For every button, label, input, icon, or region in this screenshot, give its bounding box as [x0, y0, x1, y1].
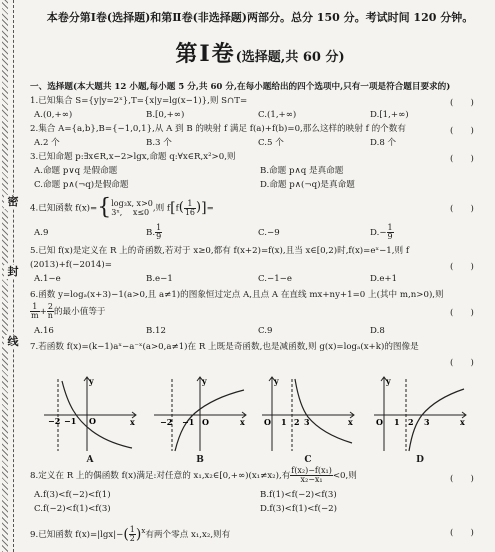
question-7-stem: 7.若函数 f(x)=(k−1)aˣ−a⁻ˣ(a>0,a≠1)在 R 上既是奇函数,也是减函数,则 g(x)=logₐ(x+k)的图像是 [30, 342, 419, 352]
q4-case-1: log₃x, x>0 [111, 199, 153, 208]
q2-option-a: A.2 个 [34, 138, 60, 148]
answer-blank: ( ) [450, 262, 474, 272]
q7-graph-c [258, 373, 358, 468]
q3-option-b: B.命题 p∧q 是真命题 [260, 166, 344, 176]
q7-graph-b [150, 373, 250, 468]
q4-mid: ,则 f [152, 203, 171, 214]
q8-option-b: B.f(1)<f(−2)<f(3) [260, 490, 337, 500]
svg-text:x: x [460, 417, 465, 427]
binding-label-xian: 线 [4, 335, 22, 349]
volume-title [30, 37, 490, 68]
binding-label-feng: 封 [4, 265, 22, 279]
q5-option-c: C.−1−e [258, 274, 292, 284]
q1-option-a: A.(0,+∞) [34, 110, 73, 120]
svg-text:y: y [274, 376, 279, 386]
svg-text:3: 3 [424, 417, 430, 427]
q6-line-2-tail: 的最小值等于 [53, 307, 106, 317]
answer-blank: ( ) [450, 204, 474, 214]
svg-text:O: O [89, 416, 96, 426]
q4-piecewise [111, 199, 153, 217]
binding-label-mi: 密 [4, 195, 22, 209]
exam-instructions: 本卷分第Ⅰ卷(选择题)和第Ⅱ卷(非选择题)两部分。总分 150 分。考试时间 120 分钟。 [46, 11, 474, 24]
section-heading: 一、选择题(本大题共 12 小题,每小题 5 分,共 60 分,在每小题给出的四个选项中,只有一项是符合题目要求的) [30, 82, 451, 92]
graph-d-plot [370, 373, 470, 455]
svg-text:x: x [348, 417, 353, 427]
svg-text:y: y [89, 376, 94, 386]
q8-option-a: A.f(3)<f(−2)<f(1) [34, 490, 111, 500]
q8-option-c: C.f(−2)<f(1)<f(3) [34, 504, 111, 514]
question-8-stem: 8.定义在 R 上的偶函数 f(x)满足:对任意的 x₁,x₂∈[0,+∞)(x₁≠x₂),有 $\frac{\text{f(x₂)−f(x₁)}}{\text{x₂−x₁}}$ <0,则 [30, 466, 357, 484]
q4-inner-f: f [175, 203, 179, 214]
brace-symbol: { [97, 195, 112, 220]
graph-a-label: A [86, 455, 94, 465]
q6-option-c: C.9 [258, 326, 273, 336]
q4-prefix: 4.已知函数 f(x)= [30, 203, 98, 214]
q6-option-a: A.16 [34, 326, 54, 336]
svg-text:3: 3 [304, 417, 310, 427]
q6-fraction-2: $\frac{2}{n}$ [47, 302, 53, 320]
q4-option-a: A.9 [34, 228, 49, 238]
answer-blank: ( ) [450, 126, 474, 136]
answer-blank: ( ) [450, 98, 474, 108]
svg-text:−1: −1 [182, 417, 195, 427]
answer-blank: ( ) [450, 308, 474, 318]
graph-b-plot [150, 373, 250, 455]
question-6-line-1: 6.函数 y=logₐ(x+3)−1(a>0,且 a≠1)的图象恒过定点 A,且点 A 在直线 mx+ny+1=0 上(其中 m,n>0),则 [30, 290, 444, 300]
svg-text:x: x [240, 417, 245, 427]
q3-option-d: D.命题 p∧(¬q)是真命题 [260, 180, 355, 190]
q7-graph-a [40, 373, 140, 468]
q4-frac-den: 16 [184, 207, 196, 217]
q1-option-b: B.[0,+∞) [146, 110, 185, 120]
graph-b-label: B [196, 455, 204, 465]
svg-text:2: 2 [294, 417, 300, 427]
q5-option-a: A.1−e [34, 274, 61, 284]
question-9-stem: 9.已知函数 f(x)=|lgx|−( $\frac{1}{2}$ )$^x$有两个零点 x₁,x₂,则有 [30, 524, 231, 543]
q7-graph-options [30, 373, 490, 468]
q4-frac-num: 1 [184, 200, 196, 209]
answer-blank: ( ) [450, 474, 474, 484]
svg-text:2: 2 [408, 417, 414, 427]
svg-text:y: y [202, 376, 207, 386]
svg-text:O: O [376, 417, 383, 427]
q2-option-d: D.8 个 [370, 138, 397, 148]
q2-option-c: C.5 个 [258, 138, 284, 148]
q1-option-c: C.(1,+∞) [258, 110, 297, 120]
q6-fraction-1: $\frac{1}{m}$ [31, 302, 39, 320]
answer-blank: ( ) [450, 358, 474, 368]
q4-case-2: 3ˣ, x≤0 [111, 208, 150, 217]
q8-option-d: D.f(3)<f(1)<f(−2) [260, 504, 337, 514]
graph-c-label: C [304, 455, 312, 465]
binding-margin [0, 0, 26, 552]
q4-option-c: C.−9 [258, 228, 280, 238]
q3-option-a: A.命题 p∨q 是假命题 [34, 166, 118, 176]
question-5-line-1: 5.已知 f(x)是定义在 R 上的奇函数,若对于 x≥0,都有 f(x+2)=f(x),且当 x∈[0,2)时,f(x)=eˣ−1,则 f [30, 246, 409, 256]
svg-text:O: O [264, 417, 271, 427]
q8-fraction: $\frac{\text{f(x₂)−f(x₁)}}{\text{x₂−x₁}}$ [291, 466, 332, 484]
graph-a-plot [40, 373, 140, 455]
q6-option-d: D.8 [370, 326, 385, 336]
question-5-line-2: (2013)+f(−2014)= [30, 260, 112, 270]
q7-graph-d [370, 373, 470, 468]
q4-option-d: D.− $\frac{1}{9}$ [370, 223, 393, 241]
svg-text:x: x [130, 417, 135, 427]
q4-fraction [184, 200, 196, 217]
question-4-stem: 4.已知函数 f(x)={ log₃x, x>0 3ˣ, x≤0 ,则 f[f( $\frac{1}{16}$ )]= [30, 195, 214, 220]
q2-option-b: B.3 个 [146, 138, 172, 148]
svg-text:1: 1 [281, 417, 287, 427]
svg-text:−2: −2 [160, 417, 173, 427]
q6-option-b: B.12 [146, 326, 166, 336]
svg-text:y: y [386, 376, 391, 386]
q5-option-b: B.e−1 [146, 274, 173, 284]
question-1-stem: 1.已知集合 S={y|y=2ˣ},T={x|y=lg(x−1)},则 S∩T= [30, 96, 248, 106]
answer-blank: ( ) [450, 154, 474, 164]
svg-text:O: O [202, 417, 209, 427]
volume-title-sub: (选择题,共 60 分) [235, 50, 345, 65]
svg-text:−1: −1 [64, 416, 77, 426]
q4-end: = [206, 203, 214, 214]
graph-d-label: D [416, 455, 424, 465]
q3-option-c: C.命题 p∧(¬q)是假命题 [34, 180, 129, 190]
question-2-stem: 2.集合 A={a,b},B={−1,0,1},从 A 到 B 的映射 f 满足 f(a)+f(b)=0,那么这样的映射 f 的个数有 [30, 124, 406, 134]
volume-title-main: 第Ⅰ卷 [175, 41, 236, 67]
graph-c-plot [258, 373, 358, 455]
svg-text:−2: −2 [48, 416, 61, 426]
q4-option-b: B. $\frac{1}{9}$ [146, 223, 162, 241]
q5-option-d: D.e+1 [370, 274, 398, 284]
answer-blank: ( ) [450, 528, 474, 538]
question-6-line-2: $\frac{1}{m}$ + $\frac{2}{n}$ 的最小值等于 [31, 302, 106, 320]
q9-fraction: $\frac{1}{2}$ [129, 524, 135, 543]
q1-option-d: D.[1,+∞) [370, 110, 409, 120]
question-3-stem: 3.已知命题 p:∃x∈R,x−2>lgx,命题 q:∀x∈R,x²>0,则 [30, 152, 236, 162]
svg-text:1: 1 [394, 417, 400, 427]
